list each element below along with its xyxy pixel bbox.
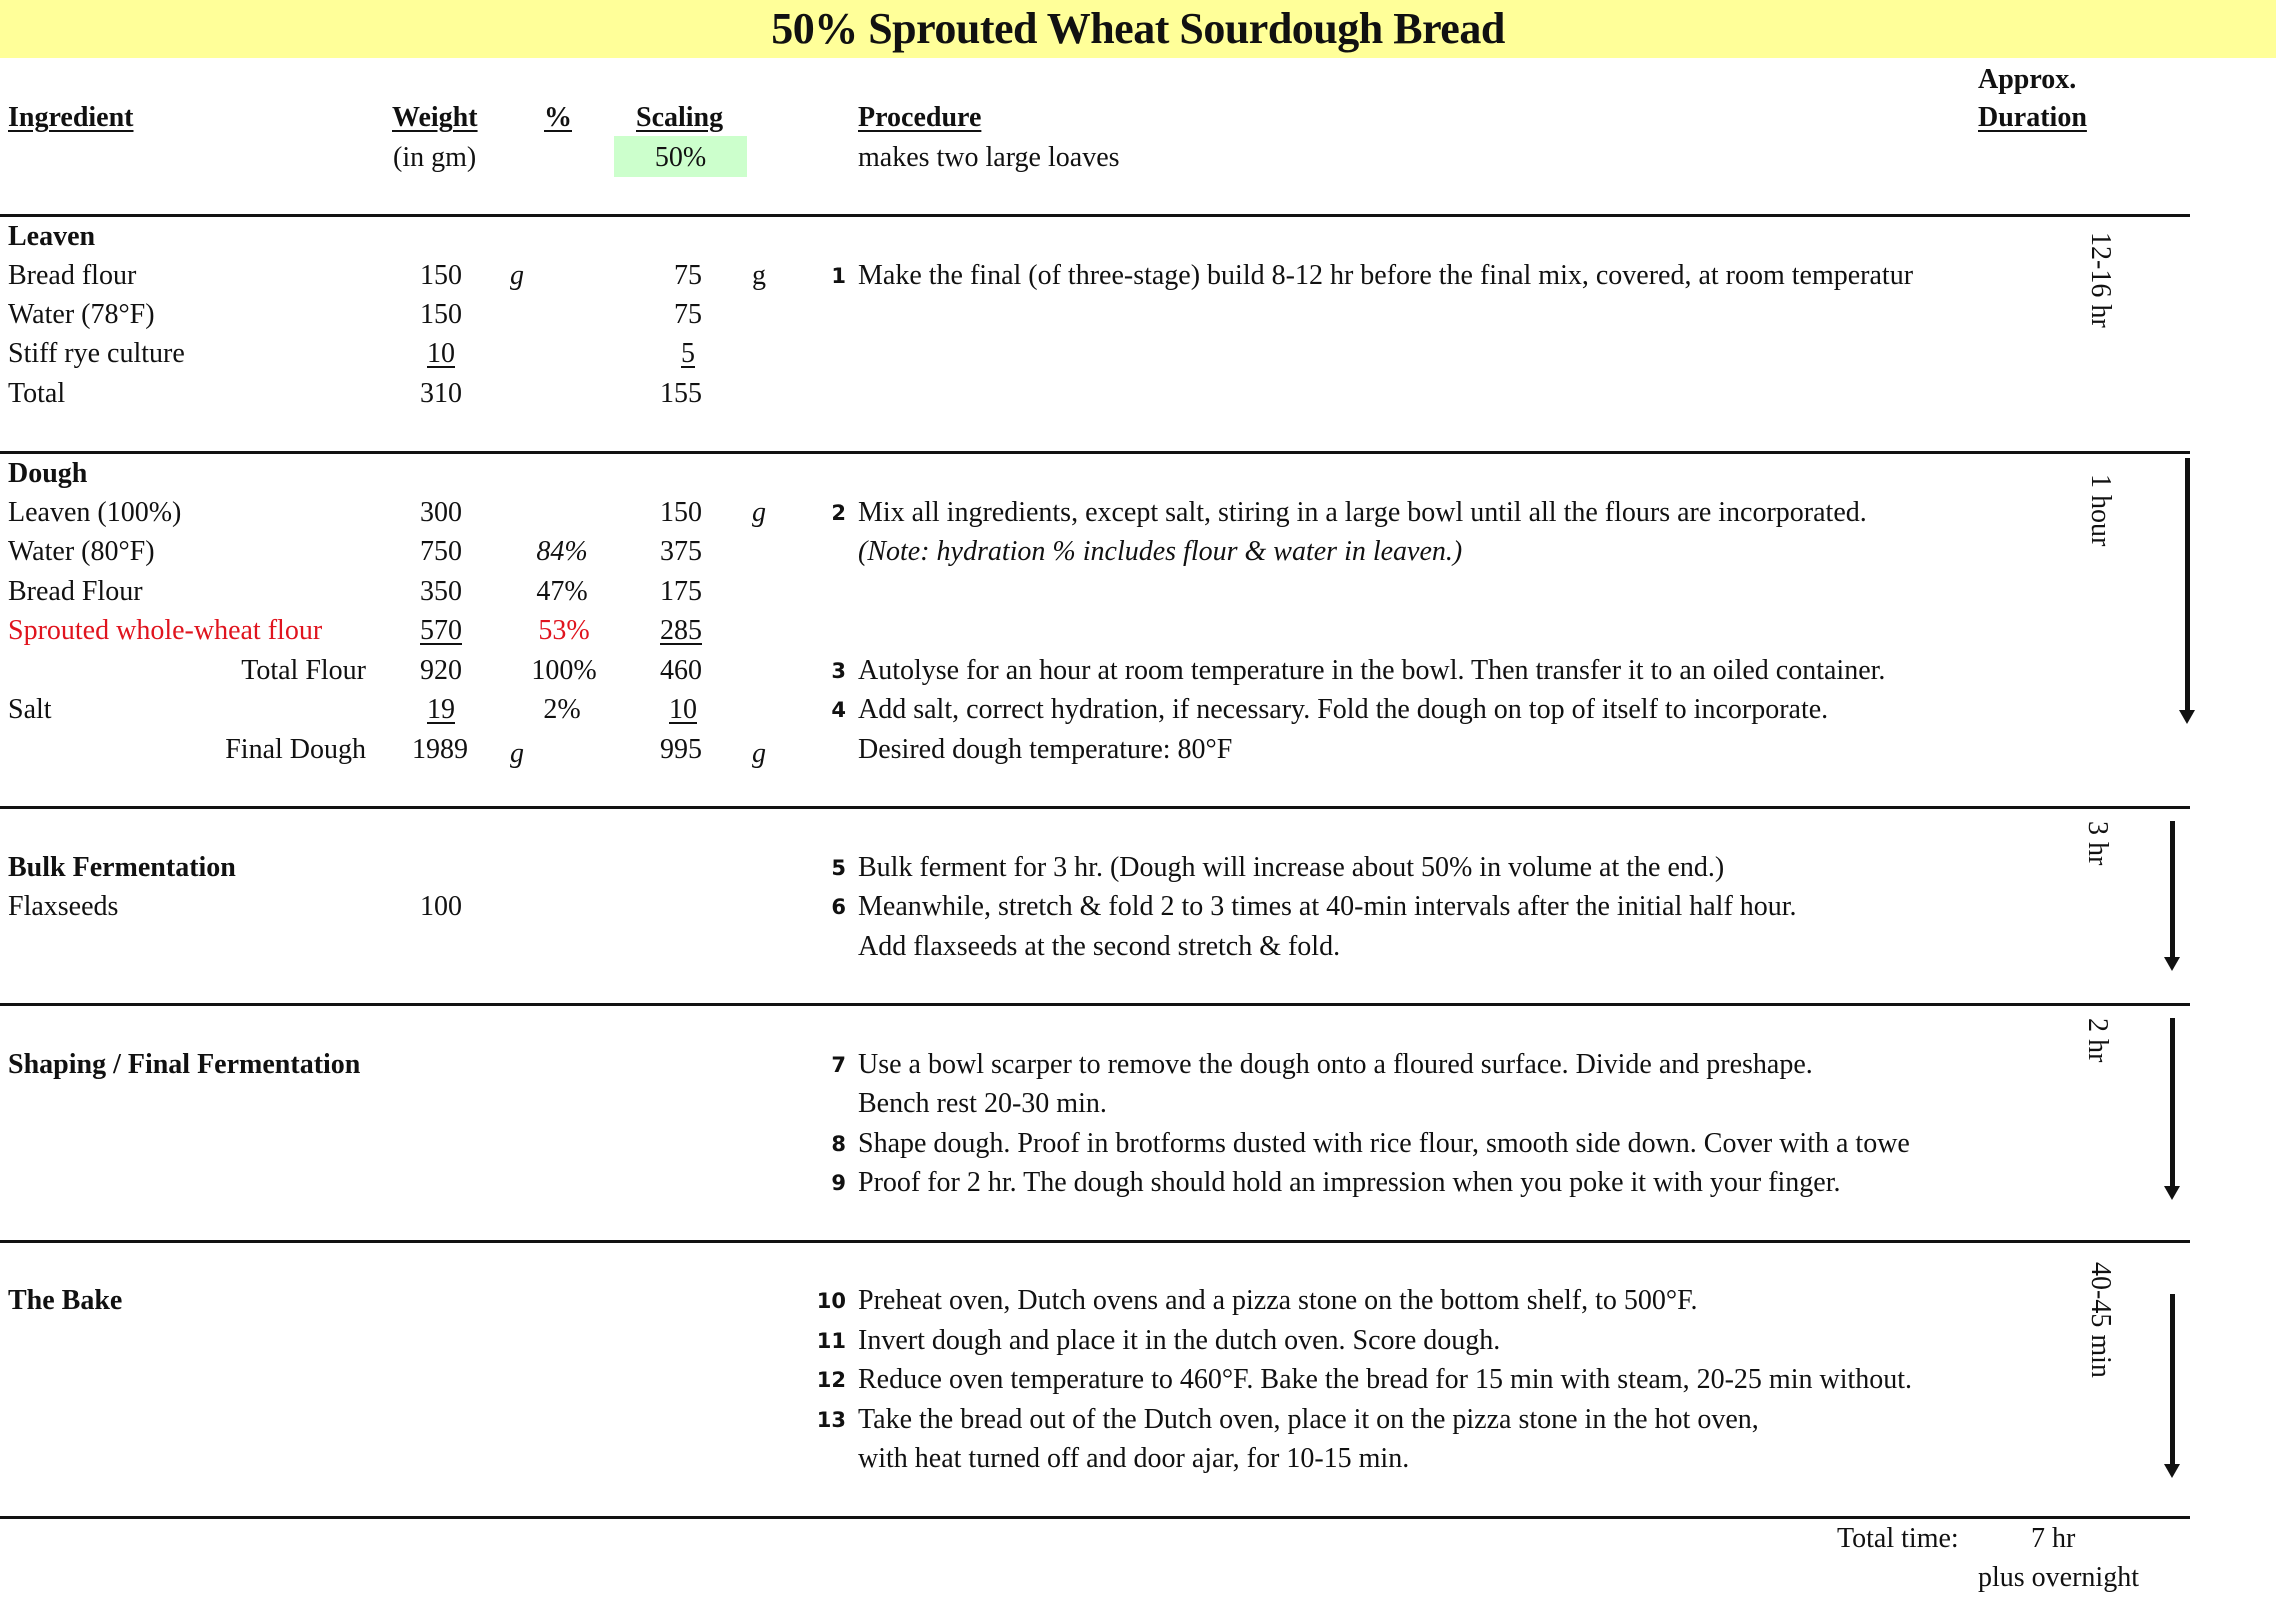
ingredient-weight: 570 xyxy=(420,615,462,646)
ingredient-name: Bread flour xyxy=(8,260,137,291)
ingredient-scaled-cell xyxy=(620,615,702,647)
scaled-unit: g xyxy=(752,260,766,291)
step-text: Meanwhile, stretch & fold 2 to 3 times at 40-min intervals after the initial half hour. xyxy=(858,891,1797,922)
step-number: 1 xyxy=(831,264,846,288)
baker-percent: 2% xyxy=(543,694,581,725)
ingredient-scaled: 155 xyxy=(660,378,702,409)
duration-arrow-icon xyxy=(2170,821,2175,959)
step-note: (Note: hydration % includes flour & water in leaven.) xyxy=(858,536,1463,567)
step-text: Make the final (of three-stage) build 8-12 hr before the final mix, covered, at room temperatur xyxy=(858,260,1914,291)
ingredient-name: Leaven (100%) xyxy=(8,497,182,528)
step-continuation: Bench rest 20-30 min. xyxy=(858,1088,1107,1119)
step-text: Shape dough. Proof in brotforms dusted with rice flour, smooth side down. Cover with a towe xyxy=(858,1128,1910,1159)
section-heading-dough: Dough xyxy=(8,458,88,489)
ingredient-weight: 19 xyxy=(427,694,455,725)
ingredient-scaled-cell xyxy=(620,694,697,726)
ingredient-weight-cell xyxy=(380,338,455,370)
step-number: 8 xyxy=(831,1132,846,1156)
ingredient-name: Water (78°F) xyxy=(8,299,155,330)
ingredient-name: Salt xyxy=(8,694,52,725)
ingredient-scaled: 5 xyxy=(681,338,695,369)
step-text: Add salt, correct hydration, if necessary. Fold the dough on top of itself to incorporate. xyxy=(858,694,1829,725)
step-text: Preheat oven, Dutch ovens and a pizza stone on the bottom shelf, to 500°F. xyxy=(858,1285,1698,1316)
duration-label: 12-16 hr xyxy=(2085,232,2116,328)
total-time-extra: plus overnight xyxy=(1978,1562,2139,1593)
yield-note: makes two large loaves xyxy=(858,142,1120,173)
step-number: 7 xyxy=(831,1053,846,1077)
ingredient-scaled-cell xyxy=(620,338,695,370)
duration-label: 3 hr xyxy=(2082,821,2113,866)
section-divider xyxy=(0,451,2190,454)
baker-percent: 47% xyxy=(536,576,588,607)
baker-percent: 100% xyxy=(531,655,597,686)
ingredient-scaled: 460 xyxy=(660,655,702,686)
ingredient-scaled: 75 xyxy=(674,260,702,291)
section-heading-bake: The Bake xyxy=(8,1285,123,1316)
ingredient-name: Water (80°F) xyxy=(8,536,155,567)
ingredient-weight: 100 xyxy=(420,891,462,922)
column-header-weight: Weight xyxy=(392,102,478,133)
baker-percent: 53% xyxy=(538,615,590,646)
ingredient-weight: 300 xyxy=(420,497,462,528)
weight-unit: g xyxy=(510,260,524,291)
step-number: 12 xyxy=(816,1368,846,1392)
section-heading-shaping: Shaping / Final Fermentation xyxy=(8,1049,361,1080)
step-number: 13 xyxy=(816,1408,846,1432)
step-text: Reduce oven temperature to 460°F. Bake the bread for 15 min with steam, 20-25 min without. xyxy=(858,1364,1913,1395)
step-number: 9 xyxy=(831,1171,846,1195)
total-time-value: 7 hr xyxy=(2031,1523,2076,1554)
step-text: Bulk ferment for 3 hr. (Dough will increase about 50% in volume at the end.) xyxy=(858,852,1725,883)
section-divider xyxy=(0,1240,2190,1243)
section-divider xyxy=(0,214,2190,217)
ingredient-name: Final Dough xyxy=(225,734,366,765)
weight-unit: g xyxy=(510,738,524,769)
page-title: 50% Sprouted Wheat Sourdough Bread xyxy=(771,4,1505,53)
ingredient-weight: 310 xyxy=(420,378,462,409)
step-number: 5 xyxy=(831,856,846,880)
ingredient-scaled: 150 xyxy=(660,497,702,528)
ingredient-scaled: 995 xyxy=(660,734,702,765)
duration-arrow-icon xyxy=(2170,1294,2175,1466)
step-number: 11 xyxy=(816,1329,846,1353)
ingredient-scaled: 375 xyxy=(660,536,702,567)
column-header-ingredient: Ingredient xyxy=(8,102,134,133)
step-text: Take the bread out of the Dutch oven, place it on the pizza stone in the hot oven, xyxy=(858,1404,1759,1435)
step-number: 6 xyxy=(831,895,846,919)
ingredient-name: Total Flour xyxy=(241,655,366,686)
step-text: Mix all ingredients, except salt, stiring in a large bowl until all the flours are incorporated. xyxy=(858,497,1867,528)
step-text: Invert dough and place it in the dutch oven. Score dough. xyxy=(858,1325,1501,1356)
duration-label: 1 hour xyxy=(2085,474,2116,547)
weight-unit-label: (in gm) xyxy=(393,142,477,173)
step-text: Proof for 2 hr. The dough should hold an impression when you poke it with your finger. xyxy=(858,1167,1841,1198)
step-number: 3 xyxy=(831,659,846,683)
column-header-duration: Duration xyxy=(1978,102,2087,133)
column-header-scaling: Scaling xyxy=(636,102,724,133)
scaled-unit: g xyxy=(752,497,766,528)
ingredient-weight-cell xyxy=(380,615,462,647)
duration-arrow-icon xyxy=(2185,458,2190,712)
section-divider xyxy=(0,1003,2190,1006)
ingredient-weight: 750 xyxy=(420,536,462,567)
ingredient-weight: 10 xyxy=(427,338,455,369)
ingredient-scaled: 10 xyxy=(669,694,697,725)
ingredient-name: Flaxseeds xyxy=(8,891,119,922)
step-continuation: Desired dough temperature: 80°F xyxy=(858,734,1233,765)
column-header-procedure: Procedure xyxy=(858,102,982,133)
section-heading-bulk-fermentation: Bulk Fermentation xyxy=(8,852,236,883)
step-text: Autolyse for an hour at room temperature in the bowl. Then transfer it to an oiled container. xyxy=(858,655,1886,686)
step-number: 10 xyxy=(816,1289,846,1313)
section-heading-leaven: Leaven xyxy=(8,221,96,252)
ingredient-weight-cell xyxy=(380,694,455,726)
ingredient-name: Stiff rye culture xyxy=(8,338,185,369)
ingredient-scaled: 175 xyxy=(660,576,702,607)
ingredient-name: Total xyxy=(8,378,66,409)
baker-percent: 84% xyxy=(536,536,588,567)
ingredient-name: Sprouted whole-wheat flour xyxy=(8,615,323,646)
step-continuation: Add flaxseeds at the second stretch & fold. xyxy=(858,931,1341,962)
ingredient-weight: 920 xyxy=(420,655,462,686)
ingredient-weight: 150 xyxy=(420,299,462,330)
ingredient-weight: 150 xyxy=(420,260,462,291)
column-header-duration-line1: Approx. xyxy=(1978,64,2077,95)
ingredient-weight: 1989 xyxy=(412,734,468,765)
duration-arrow-icon xyxy=(2170,1018,2175,1188)
ingredient-weight: 350 xyxy=(420,576,462,607)
section-divider xyxy=(0,1516,2190,1519)
scaling-value[interactable]: 50% xyxy=(654,142,707,173)
ingredient-scaled: 285 xyxy=(660,615,702,646)
step-text: Use a bowl scarper to remove the dough onto a floured surface. Divide and preshape. xyxy=(858,1049,1813,1080)
step-number: 4 xyxy=(831,698,846,722)
column-header-percent: % xyxy=(544,102,572,133)
ingredient-name: Bread Flour xyxy=(8,576,143,607)
total-time-label: Total time: xyxy=(1837,1523,1959,1554)
section-divider xyxy=(0,806,2190,809)
ingredient-scaled: 75 xyxy=(674,299,702,330)
step-number: 2 xyxy=(831,501,846,525)
step-continuation: with heat turned off and door ajar, for 10-15 min. xyxy=(858,1443,1410,1474)
duration-label: 40-45 min xyxy=(2085,1262,2116,1378)
duration-label: 2 hr xyxy=(2082,1018,2113,1063)
scaled-unit: g xyxy=(752,738,766,769)
